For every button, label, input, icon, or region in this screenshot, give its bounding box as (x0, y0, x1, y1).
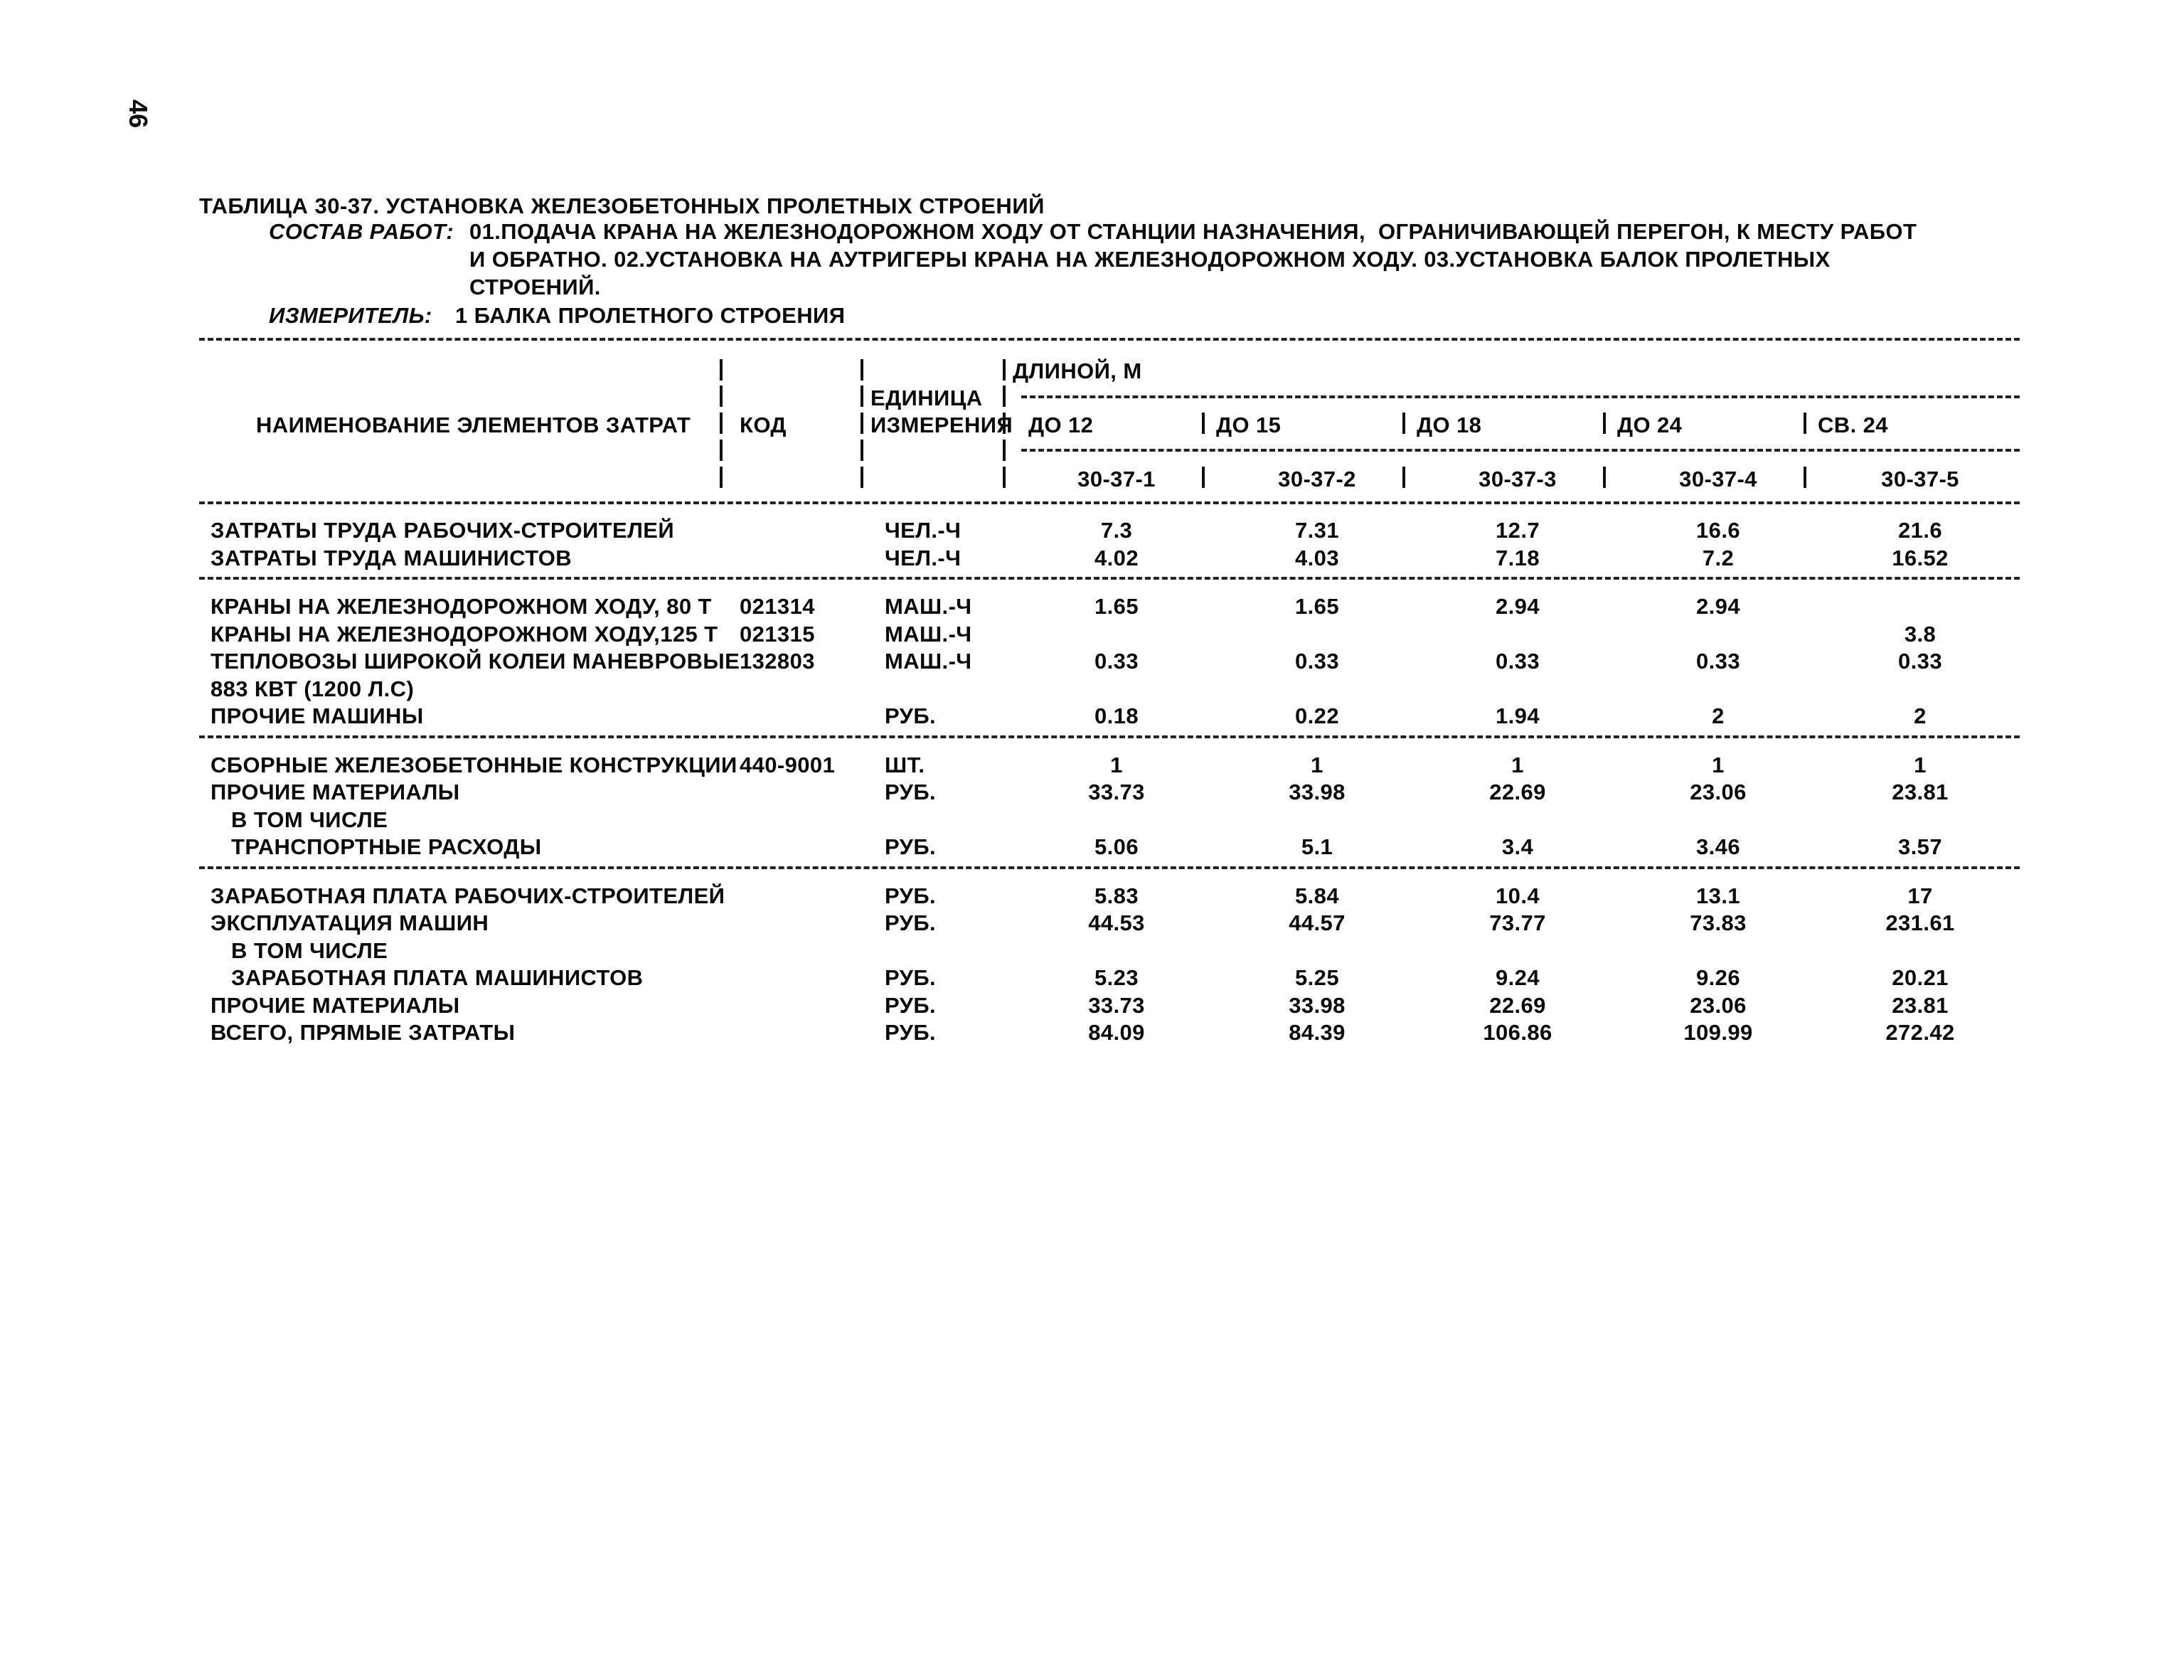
row-value-1: 0.33 (1094, 649, 1139, 674)
rule-codes (1021, 449, 2020, 452)
header-code-4: 30-37-4 (1679, 467, 1757, 491)
header-name: НАИМЕНОВАНИЕ ЭЛЕМЕНТОВ ЗАТРАТ (256, 413, 691, 437)
meter-label: ИЗМЕРИТЕЛЬ: (269, 303, 432, 328)
row-value-2: 0.22 (1295, 703, 1339, 728)
row-value-2: 7.31 (1295, 518, 1339, 543)
row-value-2: 33.98 (1289, 780, 1346, 804)
row-unit: ЧЕЛ.-Ч (885, 518, 962, 543)
row-value-5: 3.57 (1898, 834, 1942, 859)
row-name: СБОРНЫЕ ЖЕЛЕЗОБЕТОННЫЕ КОНСТРУКЦИИ (211, 752, 737, 777)
page-number: 46 (124, 100, 153, 129)
row-name: В ТОМ ЧИСЛЕ (225, 807, 388, 832)
row-value-5: 2 (1914, 703, 1927, 728)
rule-length (1021, 395, 2020, 398)
row-unit: МАШ.-Ч (885, 621, 972, 647)
header-code: КОД (740, 413, 787, 437)
row-value-1: 7.3 (1100, 518, 1133, 543)
row-value-4: 3.46 (1696, 834, 1740, 859)
row-value-4: 2.94 (1696, 594, 1740, 619)
row-unit: РУБ. (885, 1020, 937, 1045)
row-name: 883 КВТ (1200 Л.С) (211, 676, 415, 701)
row-unit: МАШ.-Ч (885, 649, 972, 674)
row-value-3: 12.7 (1496, 518, 1540, 543)
row-value-4: 16.6 (1696, 518, 1740, 543)
row-value-4: 2 (1712, 703, 1725, 728)
row-value-4: 23.06 (1690, 992, 1747, 1018)
row-value-2: 44.57 (1289, 910, 1346, 935)
row-value-1: 33.73 (1088, 992, 1145, 1018)
header-length: ДЛИНОЙ, М (1013, 358, 1142, 383)
row-value-5: 0.33 (1898, 649, 1942, 674)
row-name: В ТОМ ЧИСЛЕ (225, 937, 388, 963)
row-code: 021315 (740, 621, 815, 647)
row-value-1: 1.65 (1094, 594, 1139, 619)
row-value-4: 0.33 (1696, 649, 1740, 674)
row-value-5: 272.42 (1885, 1020, 1955, 1045)
row-code: 021314 (740, 594, 815, 619)
row-unit: РУБ. (885, 883, 937, 908)
group-separator (199, 735, 2020, 738)
row-name: ЗАТРАТЫ ТРУДА МАШИНИСТОВ (211, 545, 572, 570)
row-value-2: 5.25 (1295, 965, 1339, 990)
composition-line-3: СТРОЕНИЙ. (469, 275, 601, 299)
row-value-1: 33.73 (1088, 780, 1145, 804)
header-span-4: ДО 24 (1617, 413, 1683, 437)
row-name: ЗАРАБОТНАЯ ПЛАТА РАБОЧИХ-СТРОИТЕЛЕЙ (211, 883, 725, 908)
header-unit-line-1: ЕДИНИЦА (870, 386, 983, 410)
row-name: ТЕПЛОВОЗЫ ШИРОКОЙ КОЛЕИ МАНЕВРОВЫЕ (211, 649, 740, 674)
row-name: ПРОЧИЕ МАТЕРИАЛЫ (211, 992, 460, 1018)
row-unit: ЧЕЛ.-Ч (885, 545, 962, 570)
group-separator (199, 866, 2020, 869)
rule-header-bottom (199, 501, 2020, 504)
row-value-1: 44.53 (1088, 910, 1145, 935)
row-unit: РУБ. (885, 703, 937, 728)
row-value-3: 0.33 (1496, 649, 1540, 674)
header-code-3: 30-37-3 (1479, 467, 1557, 491)
row-value-1: 84.09 (1088, 1020, 1145, 1045)
row-value-3: 3.4 (1501, 834, 1534, 859)
row-value-2: 5.84 (1295, 883, 1339, 908)
row-name: ПРОЧИЕ МАТЕРИАЛЫ (211, 780, 460, 804)
row-value-5: 16.52 (1892, 545, 1949, 570)
composition-line-2: И ОБРАТНО. 02.УСТАНОВКА НА АУТРИГЕРЫ КРАНА НА ЖЕЛЕЗНОДОРОЖНОМ ХОДУ. 03.УСТАНОВКА БАЛОК ПРОЛЕТНЫХ (469, 247, 1831, 272)
row-value-5: 17 (1907, 883, 1933, 908)
header-span-1: ДО 12 (1028, 413, 1094, 437)
header-span-5: СВ. 24 (1818, 413, 1888, 437)
row-value-5: 3.8 (1904, 621, 1937, 647)
row-value-5: 21.6 (1898, 518, 1942, 543)
row-value-2: 4.03 (1295, 545, 1339, 570)
header-code-2: 30-37-2 (1278, 467, 1356, 491)
row-value-1: 4.02 (1094, 545, 1139, 570)
row-value-2: 84.39 (1289, 1020, 1346, 1045)
row-unit: РУБ. (885, 992, 937, 1018)
row-value-1: 5.83 (1094, 883, 1139, 908)
table-title: ТАБЛИЦА 30-37. УСТАНОВКА ЖЕЛЕЗОБЕТОННЫХ ПРОЛЕТНЫХ СТРОЕНИЙ (199, 193, 1045, 218)
row-unit: РУБ. (885, 965, 937, 990)
row-value-4: 23.06 (1690, 780, 1747, 804)
rule-top (199, 338, 2020, 341)
row-value-4: 73.83 (1690, 910, 1747, 935)
header-code-5: 30-37-5 (1881, 467, 1959, 491)
meter-value: 1 БАЛКА ПРОЛЕТНОГО СТРОЕНИЯ (455, 303, 846, 328)
row-value-3: 7.18 (1496, 545, 1540, 570)
row-value-4: 13.1 (1696, 883, 1740, 908)
row-value-2: 1.65 (1295, 594, 1339, 619)
row-value-5: 23.81 (1892, 780, 1949, 804)
group-separator (199, 577, 2020, 580)
row-value-3: 22.69 (1489, 992, 1546, 1018)
header-unit-line-2: ИЗМЕРЕНИЯ (870, 413, 1013, 437)
row-value-3: 22.69 (1489, 780, 1546, 804)
row-value-3: 1.94 (1496, 703, 1540, 728)
row-name: ЗАТРАТЫ ТРУДА РАБОЧИХ-СТРОИТЕЛЕЙ (211, 518, 675, 543)
row-value-3: 73.77 (1489, 910, 1546, 935)
row-unit: ШТ. (885, 752, 925, 777)
row-value-5: 1 (1914, 752, 1927, 777)
row-unit: РУБ. (885, 780, 937, 804)
row-value-3: 9.24 (1496, 965, 1540, 990)
row-value-2: 1 (1311, 752, 1323, 777)
row-value-3: 10.4 (1496, 883, 1540, 908)
row-value-2: 5.1 (1301, 834, 1333, 859)
row-value-2: 0.33 (1295, 649, 1339, 674)
row-value-2: 33.98 (1289, 992, 1346, 1018)
composition-line-1: 01.ПОДАЧА КРАНА НА ЖЕЛЕЗНОДОРОЖНОМ ХОДУ ОТ СТАНЦИИ НАЗНАЧЕНИЯ, ОГРАНИЧИВАЮЩЕЙ ПЕРЕГОН, К МЕСТУ РАБОТ (469, 219, 1917, 244)
row-value-5: 20.21 (1892, 965, 1949, 990)
row-value-4: 7.2 (1702, 545, 1735, 570)
row-value-4: 1 (1712, 752, 1725, 777)
row-name: ТРАНСПОРТНЫЕ РАСХОДЫ (225, 834, 542, 859)
row-unit: РУБ. (885, 834, 937, 859)
row-name: КРАНЫ НА ЖЕЛЕЗНОДОРОЖНОМ ХОДУ, 80 Т (211, 594, 712, 619)
row-code: 440-9001 (740, 752, 836, 777)
row-value-3: 106.86 (1483, 1020, 1552, 1045)
row-value-5: 231.61 (1885, 910, 1955, 935)
row-value-3: 1 (1511, 752, 1524, 777)
row-code: 132803 (740, 649, 815, 674)
row-value-5: 23.81 (1892, 992, 1949, 1018)
row-value-4: 109.99 (1683, 1020, 1753, 1045)
row-value-1: 0.18 (1094, 703, 1139, 728)
row-name: КРАНЫ НА ЖЕЛЕЗНОДОРОЖНОМ ХОДУ,125 Т (211, 621, 718, 647)
row-name: ЭКСПЛУАТАЦИЯ МАШИН (211, 910, 489, 935)
row-value-4: 9.26 (1696, 965, 1740, 990)
row-unit: МАШ.-Ч (885, 594, 972, 619)
header-span-3: ДО 18 (1417, 413, 1482, 437)
header-code-1: 30-37-1 (1077, 467, 1156, 491)
row-value-1: 1 (1110, 752, 1123, 777)
row-value-1: 5.06 (1094, 834, 1139, 859)
row-name: ПРОЧИЕ МАШИНЫ (211, 703, 424, 728)
row-value-1: 5.23 (1094, 965, 1139, 990)
row-name: ЗАРАБОТНАЯ ПЛАТА МАШИНИСТОВ (225, 965, 644, 990)
header-span-2: ДО 15 (1216, 413, 1282, 437)
row-unit: РУБ. (885, 910, 937, 935)
row-name: ВСЕГО, ПРЯМЫЕ ЗАТРАТЫ (211, 1020, 516, 1045)
row-value-3: 2.94 (1496, 594, 1540, 619)
composition-label: СОСТАВ РАБОТ: (269, 219, 454, 244)
